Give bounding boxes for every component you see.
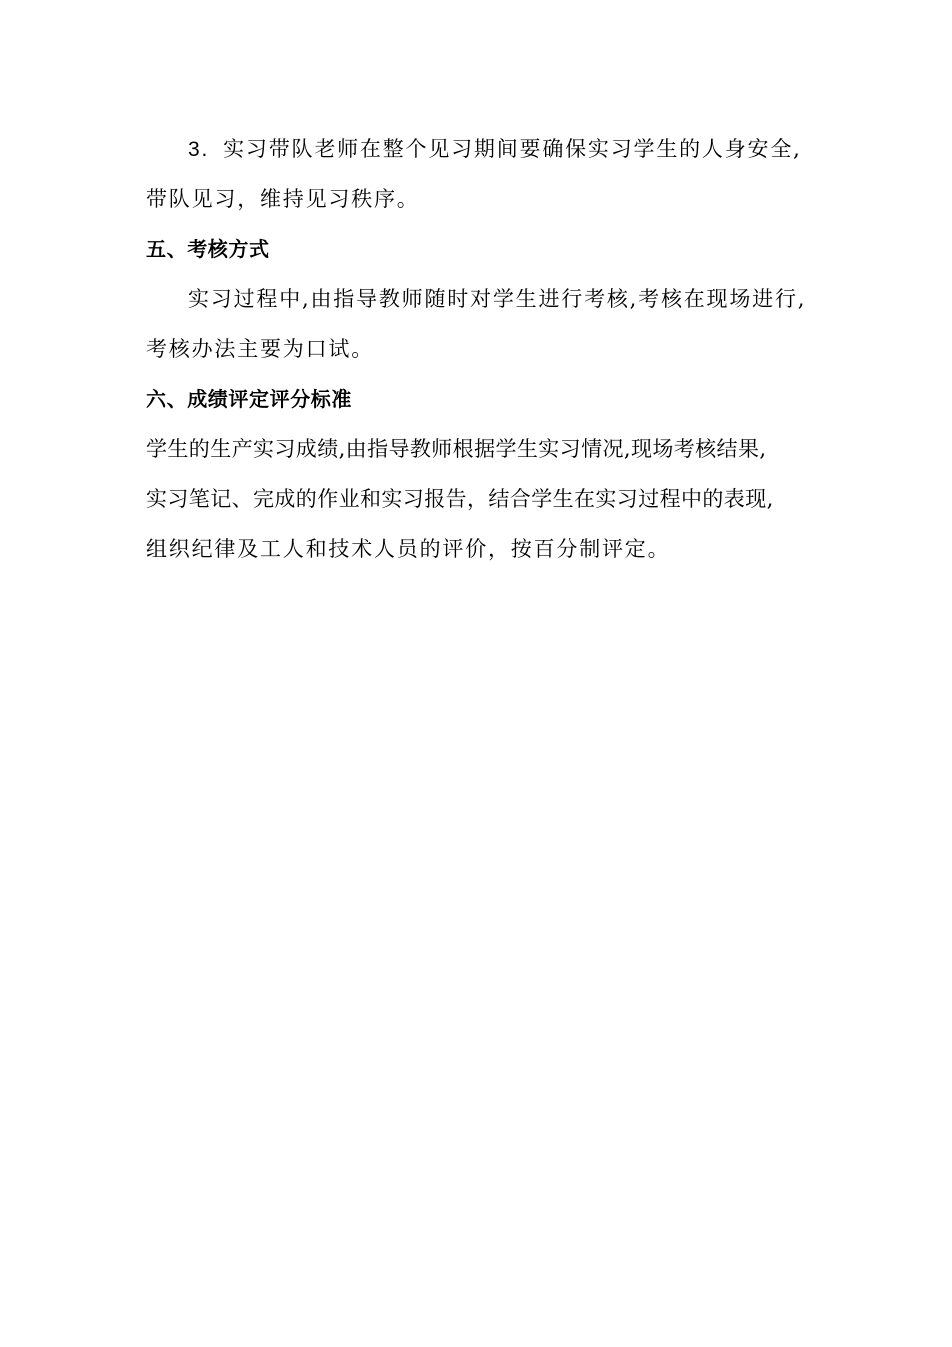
item-3-text-1: 实习带队老师在整个见习期间要确保实习学生的人身安全, bbox=[223, 137, 802, 161]
section-5-paragraph-line-2: 考核办法主要为口试。 bbox=[146, 337, 374, 361]
section-6-heading: 六、成绩评定评分标准 bbox=[146, 387, 352, 411]
item-3-line-1 bbox=[146, 124, 810, 174]
item-3-line-2: 带队见习，维持见习秩序。 bbox=[146, 187, 420, 211]
section-6-paragraph-line-3: 组织纪律及工人和技术人员的评价，按百分制评定。 bbox=[146, 537, 671, 561]
section-5-heading: 五、考核方式 bbox=[146, 237, 270, 261]
page-content bbox=[146, 124, 810, 574]
section-6-paragraph-line-2: 实习笔记、完成的作业和实习报告，结合学生在实习过程中的表现, bbox=[146, 487, 774, 511]
item-3-number: 3. bbox=[188, 138, 210, 161]
section-5-paragraph-line-1: 实习过程中,由指导教师随时对学生进行考核,考核在现场进行, bbox=[188, 287, 807, 311]
section-6-paragraph-line-1: 学生的生产实习成绩,由指导教师根据学生实习情况,现场考核结果, bbox=[146, 437, 767, 461]
